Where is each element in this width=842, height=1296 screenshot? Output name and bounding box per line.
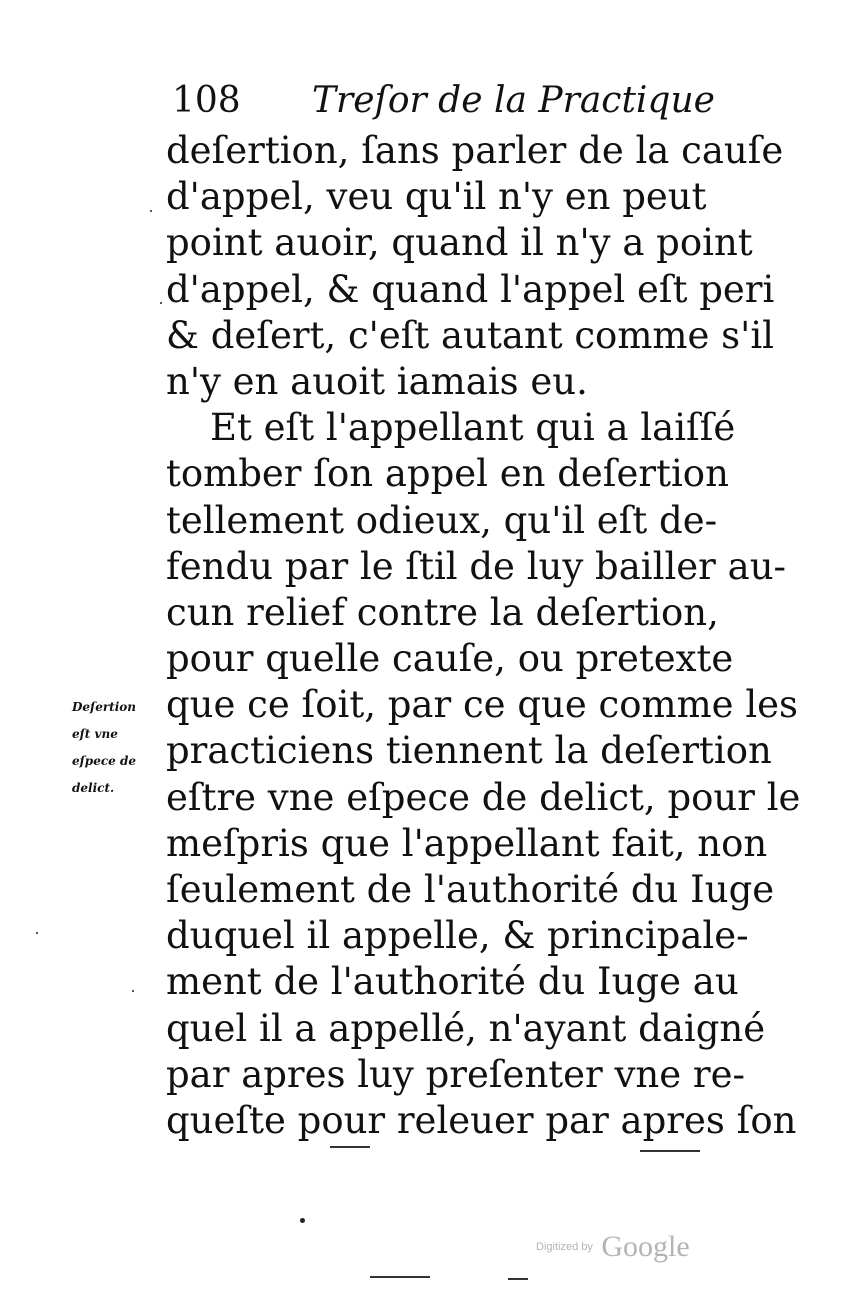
body-text [166, 128, 801, 1144]
text-line-paragraph-start: Et eſt l'appellant qui a laiſſé [210, 406, 736, 450]
text-line: d'appel, & quand l'appel eſt peri [166, 267, 775, 311]
bottom-smudge [330, 1146, 370, 1148]
watermark-prefix: Digitized by [536, 1241, 593, 1253]
ink-speck [36, 932, 38, 934]
ink-speck [150, 210, 152, 212]
text-line: que ce ſoit, par ce que comme les [166, 683, 799, 727]
text-line: fendu par le ſtil de luy bailler au- [166, 544, 787, 588]
text-line: pour quelle cauſe, ou pretexte [166, 637, 734, 681]
google-logo: Google [601, 1230, 690, 1263]
text-line: n'y en auoit iamais eu. [166, 359, 588, 403]
text-line: & deſert, c'eſt autant comme s'il [166, 313, 774, 357]
text-line: eſtre vne eſpece de delict, pour le [166, 775, 801, 819]
text-line: tomber ſon appel en deſertion [166, 452, 729, 496]
digitized-watermark [536, 1230, 690, 1270]
page-header [172, 76, 715, 126]
text-line: quel il a appellé, n'ayant daigné [166, 1006, 766, 1050]
page-number: 108 [172, 80, 241, 121]
marginal-note-line: eſt vne [72, 727, 118, 741]
text-line: cun relief contre la deſertion, [166, 590, 719, 634]
marginal-note [72, 694, 164, 802]
text-line: deſertion, ſans parler de la cauſe [166, 129, 784, 172]
marginal-note-line: eſpece de [72, 754, 136, 768]
text-line: tellement odieux, qu'il eſt de- [166, 498, 718, 542]
text-line: par apres luy preſenter vne re- [166, 1052, 745, 1096]
text-line: d'appel, veu qu'il n'y en peut [166, 175, 707, 219]
bottom-smudge [640, 1150, 700, 1152]
text-line: practiciens tiennent la deſertion [166, 729, 772, 773]
bottom-smudge [508, 1278, 528, 1280]
marginal-note-line: Deſertion [72, 700, 136, 714]
text-line: ſeulement de l'authorité du Iuge [166, 868, 775, 911]
ink-speck [300, 1218, 305, 1223]
running-title: Treſor de la Practique [312, 80, 715, 121]
ink-speck [160, 302, 162, 304]
text-line: meſpris que l'appellant fait, non [166, 821, 768, 865]
marginal-note-line: delict. [72, 781, 115, 795]
text-line: ment de l'authorité du Iuge au [166, 960, 739, 1004]
text-line: queſte pour releuer par apres ſon [166, 1098, 797, 1142]
ink-speck [132, 990, 134, 992]
text-line: point auoir, quand il n'y a point [166, 221, 753, 265]
bottom-smudge [370, 1276, 430, 1278]
text-line: duquel il appelle, & principale- [166, 914, 749, 958]
